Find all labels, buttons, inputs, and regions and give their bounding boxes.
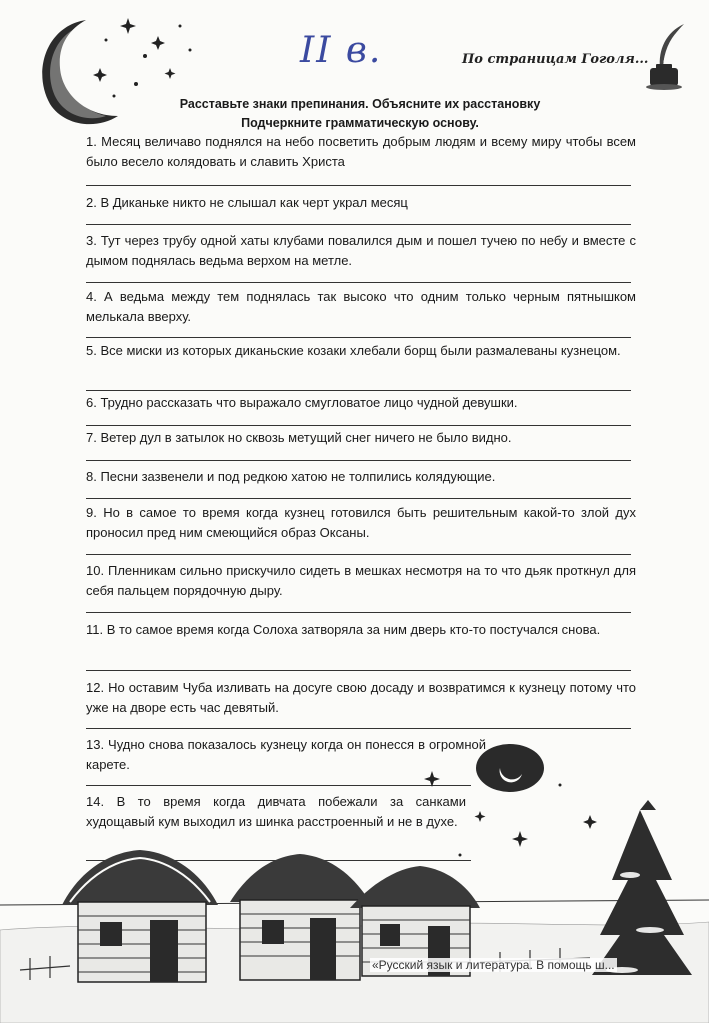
answer-line-6[interactable] (86, 425, 631, 426)
question-6: 6. Трудно рассказать что выражало смугловатое лицо чудной девушки. (86, 395, 518, 410)
question-3: 3. Тут через трубу одной хаты клубами повалился дым и пошел тучею по небу и вместе с дымом поднялась ведьма верхом на метле. (86, 233, 636, 268)
question-4: 4. А ведьма между тем поднялась так высоко что одним только черным пятнышком мелькала вверху. (86, 289, 636, 324)
answer-line-11[interactable] (86, 670, 631, 671)
answer-line-10[interactable] (86, 612, 631, 613)
question-9: 9. Но в самое то время когда кузнец готовился быть решительным какой-то злой дух проносил пред ним смеющийся образ Оксаны. (86, 505, 636, 540)
page-title: По страницам Гоголя... (462, 52, 649, 67)
instruction-line-2: Подчеркните грамматическую основу. (241, 116, 479, 130)
winter-village-illustration (0, 730, 709, 1023)
answer-line-1[interactable] (86, 185, 631, 186)
question-7: 7. Ветер дул в затылок но сквозь метущий снег ничего не было видно. (86, 430, 512, 445)
inkwell-quill-icon (636, 22, 696, 92)
answer-line-3[interactable] (86, 282, 631, 283)
question-14: 14. В то время когда дивчата побежали за санками худощавый кум выходил из шинка расстроенный и не в духе. (86, 794, 466, 829)
answer-line-7[interactable] (86, 460, 631, 461)
class-mark: II в. (300, 30, 383, 71)
question-10: 10. Пленникам сильно прискучило сидеть в мешках несмотря на то что дьяк проткнул для себя пальцем порядочную дыру. (86, 563, 636, 598)
question-12: 12. Но оставим Чуба изливать на досуге свою досаду и возвратимся к кузнецу потому что уже на дворе есть час девятый. (86, 680, 636, 715)
answer-line-4[interactable] (86, 337, 631, 338)
question-1: 1. Месяц величаво поднялся на небо посветить добрым людям и всему миру чтобы всем было весело колядовать и славить Христа (86, 134, 636, 169)
answer-line-8[interactable] (86, 498, 631, 499)
answer-line-12[interactable] (86, 728, 631, 729)
question-5: 5. Все миски из которых диканьские козаки хлебали борщ были размалеваны кузнецом. (86, 343, 621, 358)
answer-line-5[interactable] (86, 390, 631, 391)
question-11: 11. В то самое время когда Солоха затворяла за ним дверь кто-то постучался снова. (86, 622, 601, 637)
question-13: 13. Чудно снова показалось кузнецу когда он понесся в огромной карете. (86, 737, 486, 772)
question-8: 8. Песни зазвенели и под редкою хатою не толпились колядующие. (86, 469, 496, 484)
question-2: 2. В Диканьке никто не слышал как черт украл месяц (86, 195, 408, 210)
answer-line-9[interactable] (86, 554, 631, 555)
answer-line-2[interactable] (86, 224, 631, 225)
instruction-line-1: Расставьте знаки препинания. Объясните их расстановку (179, 97, 541, 111)
footer-source: «Русский язык и литература. В помощь ш... (372, 958, 615, 972)
